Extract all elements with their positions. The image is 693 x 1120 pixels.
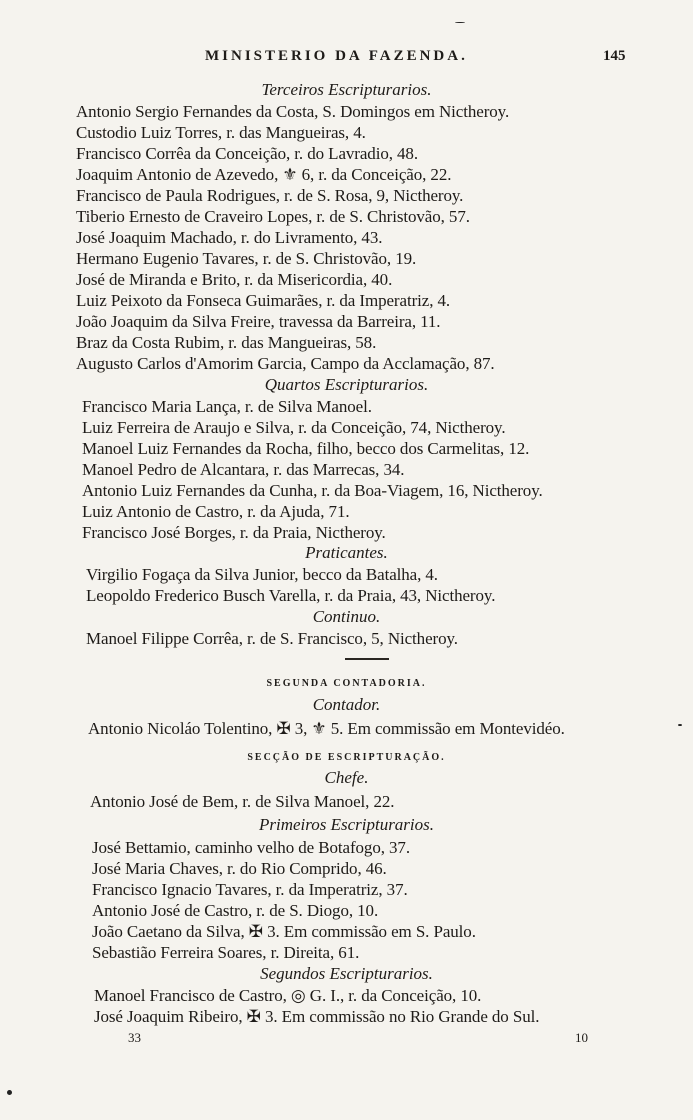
list-item: José Bettamio, caminho velho de Botafogo, 37. [92, 838, 410, 857]
list-item: Manoel Pedro de Alcantara, r. das Marrecas, 34. [82, 460, 405, 479]
section-heading-chefe: Chefe. [324, 768, 369, 787]
list-item: Augusto Carlos d'Amorim Garcia, Campo da Acclamação, 87. [76, 354, 495, 373]
list-item: Braz da Costa Rubim, r. das Mangueiras, 58. [76, 333, 377, 352]
section-divider [345, 658, 389, 660]
list-item: Virgilio Fogaça da Silva Junior, becco da Batalha, 4. [86, 565, 438, 584]
section-heading-segundos: Segundos Escripturarios. [260, 964, 433, 983]
list-item: Luiz Peixoto da Fonseca Guimarães, r. da Imperatriz, 4. [76, 291, 451, 310]
list-item: Francisco de Paula Rodrigues, r. de S. Rosa, 9, Nictheroy. [76, 186, 464, 205]
list-item: Antonio José de Bem, r. de Silva Manoel, 22. [90, 792, 395, 811]
list-item: Luiz Ferreira de Araujo e Silva, r. da Conceição, 74, Nictheroy. [82, 418, 506, 437]
list-item: José de Miranda e Brito, r. da Misericordia, 40. [76, 270, 393, 289]
list-item: José Joaquim Ribeiro, ✠ 3. Em commissão no Rio Grande do Sul. [94, 1007, 540, 1026]
running-title: MINISTERIO DA FAZENDA. [205, 48, 468, 64]
list-item: Manoel Francisco de Castro, ◎ G. I., r. da Conceição, 10. [94, 986, 482, 1005]
signature-mark: 33 [128, 1030, 141, 1045]
scan-speck [7, 1090, 12, 1095]
list-item: João Caetano da Silva, ✠ 3. Em commissão em S. Paulo. [92, 922, 476, 941]
list-item: José Maria Chaves, r. do Rio Comprido, 46. [92, 859, 387, 878]
list-item: Custodio Luiz Torres, r. das Mangueiras, 4. [76, 123, 366, 142]
list-item: Manoel Luiz Fernandes da Rocha, filho, becco dos Carmelitas, 12. [82, 439, 530, 458]
scan-speck [455, 22, 465, 23]
section-heading-quartos: Quartos Escripturarios. [264, 375, 429, 394]
list-item: Antonio José de Castro, r. de S. Diogo, 10. [92, 901, 379, 920]
page-number: 145 [603, 48, 626, 64]
section-heading-continuo: Continuo. [312, 607, 381, 626]
division-heading-seccao-escripturacao: SECÇÃO DE ESCRIPTURAÇÃO. [247, 752, 446, 763]
list-item: Francisco Corrêa da Conceição, r. do Lavradio, 48. [76, 144, 418, 163]
list-item: Sebastião Ferreira Soares, r. Direita, 61. [92, 943, 360, 962]
section-heading-terceiros: Terceiros Escripturarios. [261, 80, 432, 99]
scan-speck [678, 724, 682, 726]
list-item: Antonio Nicoláo Tolentino, ✠ 3, ⚜ 5. Em commissão em Montevidéo. [88, 719, 565, 738]
list-item: Francisco Maria Lança, r. de Silva Manoel. [82, 397, 372, 416]
list-item: Antonio Sergio Fernandes da Costa, S. Domingos em Nictheroy. [76, 102, 510, 121]
list-item: Joaquim Antonio de Azevedo, ⚜ 6, r. da Conceição, 22. [76, 165, 452, 184]
list-item: Francisco Ignacio Tavares, r. da Imperatriz, 37. [92, 880, 408, 899]
list-item: Luiz Antonio de Castro, r. da Ajuda, 71. [82, 502, 350, 521]
sheet-number: 10 [575, 1030, 588, 1045]
list-item: João Joaquim da Silva Freire, travessa da Barreira, 11. [76, 312, 441, 331]
section-heading-primeiros: Primeiros Escripturarios. [258, 815, 435, 834]
list-item: Antonio Luiz Fernandes da Cunha, r. da Boa-Viagem, 16, Nictheroy. [82, 481, 543, 500]
list-item: Hermano Eugenio Tavares, r. de S. Christovão, 19. [76, 249, 417, 268]
list-item: Leopoldo Frederico Busch Varella, r. da Praia, 43, Nictheroy. [86, 586, 496, 605]
section-heading-praticantes: Praticantes. [305, 543, 388, 562]
list-item: Manoel Filippe Corrêa, r. de S. Francisco, 5, Nictheroy. [86, 629, 458, 648]
division-heading-segunda-contadoria: SEGUNDA CONTADORIA. [266, 678, 427, 689]
list-item: Tiberio Ernesto de Craveiro Lopes, r. de S. Christovão, 57. [76, 207, 470, 226]
list-item: José Joaquim Machado, r. do Livramento, 43. [76, 228, 383, 247]
list-item: Francisco José Borges, r. da Praia, Nictheroy. [82, 523, 386, 542]
page-header [0, 48, 693, 72]
section-heading-contador: Contador. [312, 695, 381, 714]
